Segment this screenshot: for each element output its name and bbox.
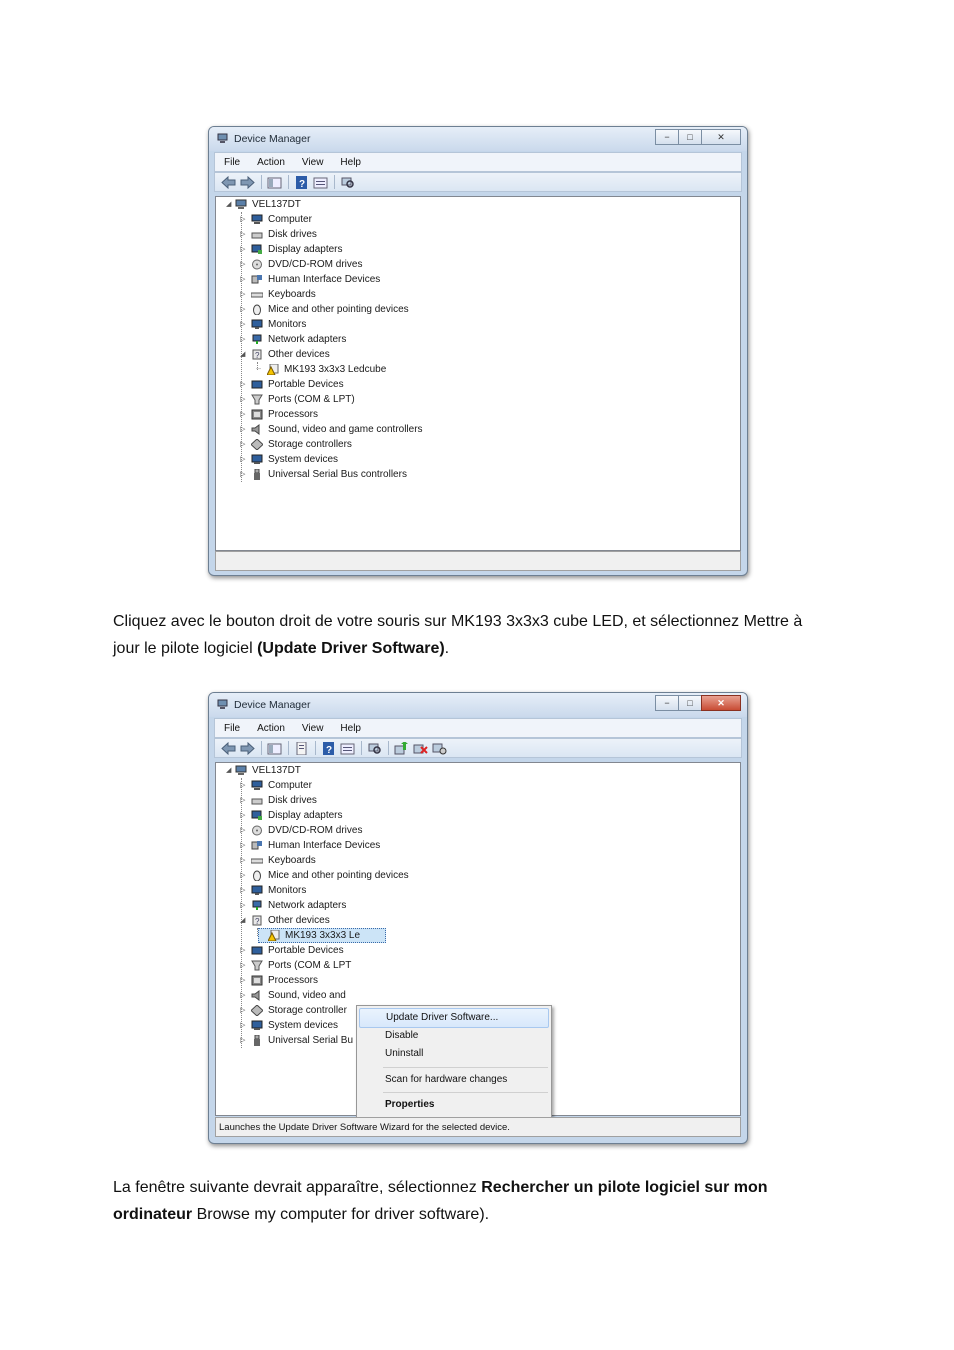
toolbar-separator (361, 741, 362, 755)
status-bar: Launches the Update Driver Software Wizard for the selected device. (215, 1117, 741, 1137)
network-adapter-icon (251, 334, 263, 345)
update-driver-icon[interactable] (394, 742, 409, 755)
warning-device-icon (267, 364, 279, 375)
processor-icon (251, 409, 263, 420)
keyboard-icon (251, 289, 263, 300)
toolbar-separator (288, 175, 289, 189)
window-title: Device Manager (234, 133, 311, 145)
menu-file[interactable]: File (224, 722, 241, 734)
tree-item-ledcube-selected[interactable]: MK193 3x3x3 Le (258, 928, 386, 943)
portable-device-icon (251, 945, 263, 956)
forward-arrow-icon[interactable] (240, 742, 255, 755)
speaker-icon (251, 424, 263, 435)
menu-bar (214, 718, 742, 738)
device-manager-window-2 (208, 692, 748, 1144)
device-manager-icon (217, 699, 228, 710)
toolbar (214, 738, 742, 758)
minimize-button[interactable]: − (655, 129, 679, 145)
svg-text:?: ? (255, 351, 260, 360)
menu-view[interactable]: View (301, 722, 324, 734)
dvd-drive-icon (251, 825, 263, 836)
menu-action[interactable]: Action (257, 722, 285, 734)
hid-icon (251, 840, 263, 851)
menu-disable[interactable]: Disable (385, 1030, 419, 1041)
help-icon[interactable] (294, 176, 309, 189)
toolbar-separator (388, 741, 389, 755)
network-adapter-icon (251, 900, 263, 911)
mouse-icon (251, 870, 263, 881)
menu-properties[interactable]: Properties (385, 1099, 435, 1110)
toolbar-separator (261, 741, 262, 755)
scan-hardware-icon[interactable] (340, 176, 355, 189)
maximize-button[interactable]: □ (678, 695, 702, 711)
system-device-icon (251, 454, 263, 465)
portable-device-icon (251, 379, 263, 390)
back-arrow-icon[interactable] (221, 176, 236, 189)
menu-update-driver-software[interactable]: Update Driver Software... (359, 1008, 549, 1028)
device-manager-icon (217, 133, 228, 144)
menu-uninstall[interactable]: Uninstall (385, 1048, 424, 1059)
toolbar (214, 172, 742, 192)
instruction-paragraph-2: La fenêtre suivante devrait apparaître, sélectionnez Rechercher un pilote logiciel sur mon ordinateur Browse my computer for driver software). (113, 1179, 768, 1223)
svg-text:?: ? (326, 744, 333, 755)
help-icon[interactable] (321, 742, 336, 755)
svg-text:?: ? (255, 917, 260, 926)
toolbar-separator (334, 175, 335, 189)
storage-controller-icon (251, 1005, 263, 1016)
menu-scan-hardware[interactable]: Scan for hardware changes (385, 1074, 508, 1085)
speaker-icon (251, 990, 263, 1001)
properties-icon[interactable] (313, 176, 328, 189)
system-device-icon (251, 1020, 263, 1031)
back-arrow-icon[interactable] (221, 742, 236, 755)
port-icon (251, 394, 263, 405)
computer-icon (235, 765, 247, 776)
device-manager-window-1 (208, 126, 748, 576)
usb-icon (251, 469, 263, 480)
close-button[interactable]: ✕ (701, 695, 741, 711)
window-title: Device Manager (234, 699, 311, 711)
computer-icon (251, 214, 263, 225)
svg-text:?: ? (299, 178, 306, 189)
monitor-icon (251, 885, 263, 896)
menu-separator (383, 1092, 548, 1093)
forward-arrow-icon[interactable] (240, 176, 255, 189)
port-icon (251, 960, 263, 971)
properties-sheet-icon[interactable] (294, 742, 309, 755)
title-bar (209, 693, 747, 717)
other-devices-icon (251, 915, 263, 926)
status-bar (215, 551, 741, 571)
show-hide-tree-icon[interactable] (267, 176, 282, 189)
processor-icon (251, 975, 263, 986)
monitor-icon (251, 319, 263, 330)
menu-help[interactable]: Help (340, 156, 361, 168)
show-hide-tree-icon[interactable] (267, 742, 282, 755)
computer-icon (235, 199, 247, 210)
dvd-drive-icon (251, 259, 263, 270)
other-devices-icon (251, 349, 263, 360)
disable-device-icon[interactable] (432, 742, 447, 755)
menu-separator (383, 1067, 548, 1068)
mouse-icon (251, 304, 263, 315)
toolbar-separator (315, 741, 316, 755)
menu-file[interactable]: File (224, 156, 241, 168)
properties-icon[interactable] (340, 742, 355, 755)
toolbar-separator (261, 175, 262, 189)
device-tree-pane: ◢ VEL137DT ▷ Computer ▷ Disk drives ▷ Display adapters ▷ DVD/CD-ROM drives ▷ Human Interface Devices ▷ Keyboards ▷ Mice and other pointing devices ▷ Monitors ▷ Network adapters ◢ ? Other devices ─ MK193 3x3x3 Ledcube ▷ Portable Devices ▷ Ports (COM & LPT) ▷ Processors ▷ Sound, video and game controllers ▷ Storage controllers ▷ System devices ▷ Universal Serial Bus controllers (215, 196, 741, 551)
toolbar-separator (288, 741, 289, 755)
display-adapter-icon (251, 810, 263, 821)
close-button[interactable]: ✕ (701, 129, 741, 145)
menu-help[interactable]: Help (340, 722, 361, 734)
instruction-paragraph-1: Cliquez avec le bouton droit de votre souris sur MK193 3x3x3 cube LED, et sélectionnez Mettre à jour le pilote logiciel (Update Driver Software). (113, 613, 803, 657)
disk-drive-icon (251, 229, 263, 240)
menu-bar (214, 152, 742, 172)
context-menu (356, 1005, 552, 1118)
computer-icon (251, 780, 263, 791)
hid-icon (251, 274, 263, 285)
maximize-button[interactable]: □ (678, 129, 702, 145)
device-tree-pane: ◢ VEL137DT ▷ Computer ▷ Disk drives ▷ Display adapters ▷ DVD/CD-ROM drives ▷ Human Interface Devices ▷ Keyboards ▷ Mice and other pointing devices ▷ Monitors ▷ Network adapters ◢ ? Other devices MK193 3x3x3 Le ▷ Portable Devices ▷ Ports (COM & LPT ▷ Processors ▷ Sound, video and ▷ Storage controller ▷ System devices ▷ Universal Serial Bu Update Driver Software... Disable Uninstall Scan for hardware changes Properties (215, 762, 741, 1116)
menu-view[interactable]: View (301, 156, 324, 168)
scan-hardware-icon[interactable] (367, 742, 382, 755)
title-bar (209, 127, 747, 151)
keyboard-icon (251, 855, 263, 866)
uninstall-device-icon[interactable] (413, 742, 428, 755)
storage-controller-icon (251, 439, 263, 450)
disk-drive-icon (251, 795, 263, 806)
minimize-button[interactable]: − (655, 695, 679, 711)
display-adapter-icon (251, 244, 263, 255)
menu-action[interactable]: Action (257, 156, 285, 168)
warning-device-icon (268, 930, 280, 941)
usb-icon (251, 1035, 263, 1046)
